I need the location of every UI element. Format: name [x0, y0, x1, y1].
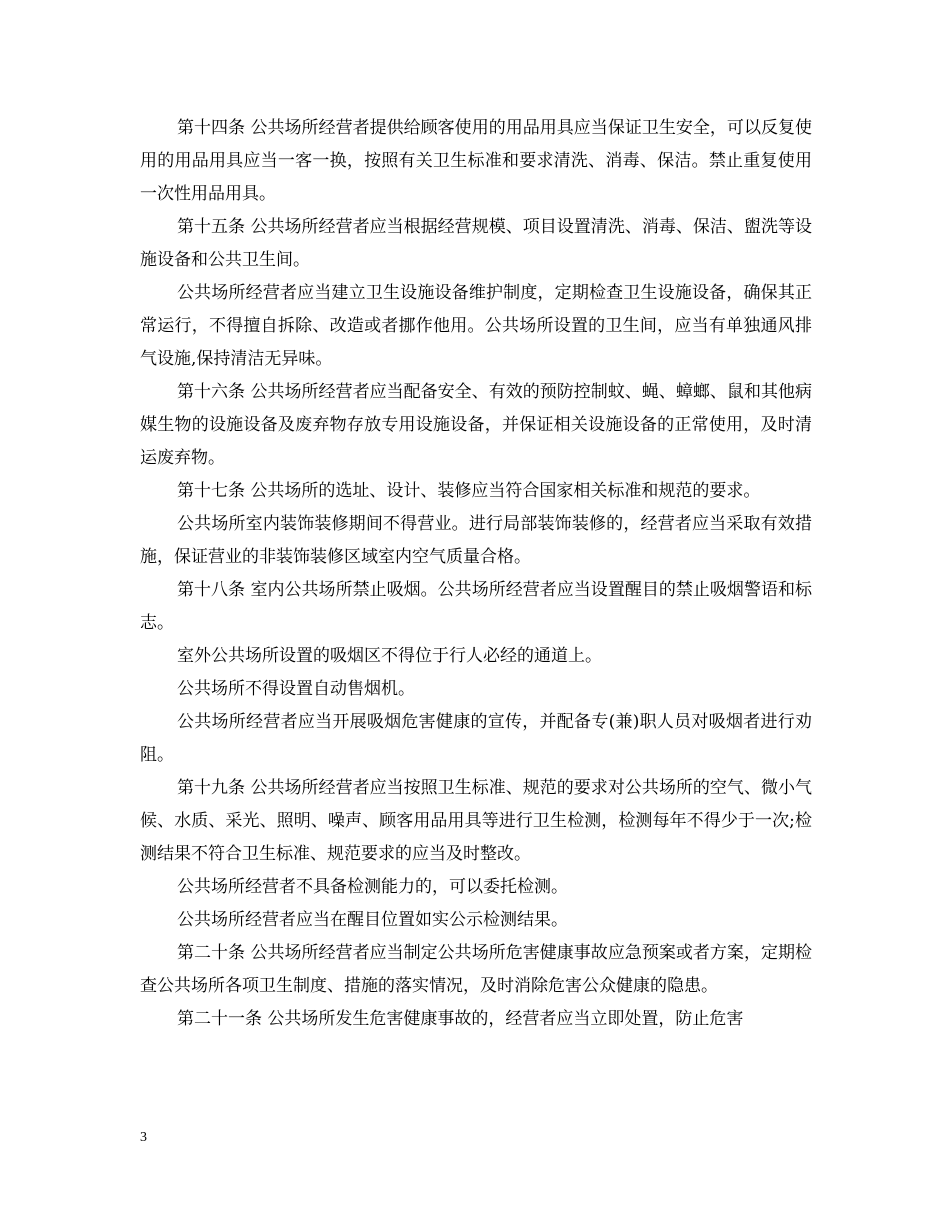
- paragraph-article-21: 第二十一条 公共场所发生危害健康事故的，经营者应当立即处置，防止危害: [177, 1009, 744, 1029]
- paragraph-article-16: 第十六条 公共场所经营者应当配备安全、有效的预防控制蚊、蝇、蟑螂、鼠和其他病媒生物的设施设备及废弃物存放专用设施设备，并保证相关设施设备的正常使用，及时清运废弃物。: [140, 382, 812, 468]
- paragraph-article-18: 第十八条 室内公共场所禁止吸烟。公共场所经营者应当设置醒目的禁止吸烟警语和标志。: [140, 580, 812, 633]
- paragraph-outdoor-smoking: 室外公共场所设置的吸烟区不得位于行人必经的通道上。: [177, 646, 602, 666]
- paragraph-publish-results: 公共场所经营者应当在醒目位置如实公示检测结果。: [177, 910, 568, 930]
- paragraph-article-14: 第十四条 公共场所经营者提供给顾客使用的用品用具应当保证卫生安全，可以反复使用的用品用具应当一客一换，按照有关卫生标准和要求清洗、消毒、保洁。禁止重复使用一次性用品用具。: [140, 118, 812, 204]
- paragraph-article-20: 第二十条 公共场所经营者应当制定公共场所危害健康事故应急预案或者方案，定期检查公共场所各项卫生制度、措施的落实情况，及时消除危害公众健康的隐患。: [140, 943, 812, 996]
- paragraph-smoking-education: 公共场所经营者应当开展吸烟危害健康的宣传，并配备专(兼)职人员对吸烟者进行劝阻。: [140, 712, 812, 765]
- paragraph-article-15: 第十五条 公共场所经营者应当根据经营规模、项目设置清洗、消毒、保洁、盥洗等设施设备和公共卫生间。: [140, 217, 812, 270]
- paragraph-renovation: 公共场所室内装饰装修期间不得营业。进行局部装饰装修的，经营者应当采取有效措施，保证营业的非装饰装修区域室内空气质量合格。: [140, 514, 812, 567]
- paragraph-delegated-testing: 公共场所经营者不具备检测能力的，可以委托检测。: [177, 877, 568, 897]
- paragraph-facility-maintenance: 公共场所经营者应当建立卫生设施设备维护制度，定期检查卫生设施设备，确保其正常运行，不得擅自拆除、改造或者挪作他用。公共场所设置的卫生间，应当有单独通风排气设施,保持清洁无异味。: [140, 283, 812, 369]
- page-number: 3: [140, 1130, 147, 1145]
- paragraph-article-17: 第十七条 公共场所的选址、设计、装修应当符合国家相关标准和规范的要求。: [177, 481, 761, 501]
- paragraph-vending-machine: 公共场所不得设置自动售烟机。: [177, 679, 415, 699]
- paragraph-article-19: 第十九条 公共场所经营者应当按照卫生标准、规范的要求对公共场所的空气、微小气候、水质、采光、照明、噪声、顾客用品用具等进行卫生检测，检测每年不得少于一次;检测结果不符合卫生标准、规范要求的应当及时整改。: [140, 778, 812, 864]
- document-body: [140, 112, 812, 1036]
